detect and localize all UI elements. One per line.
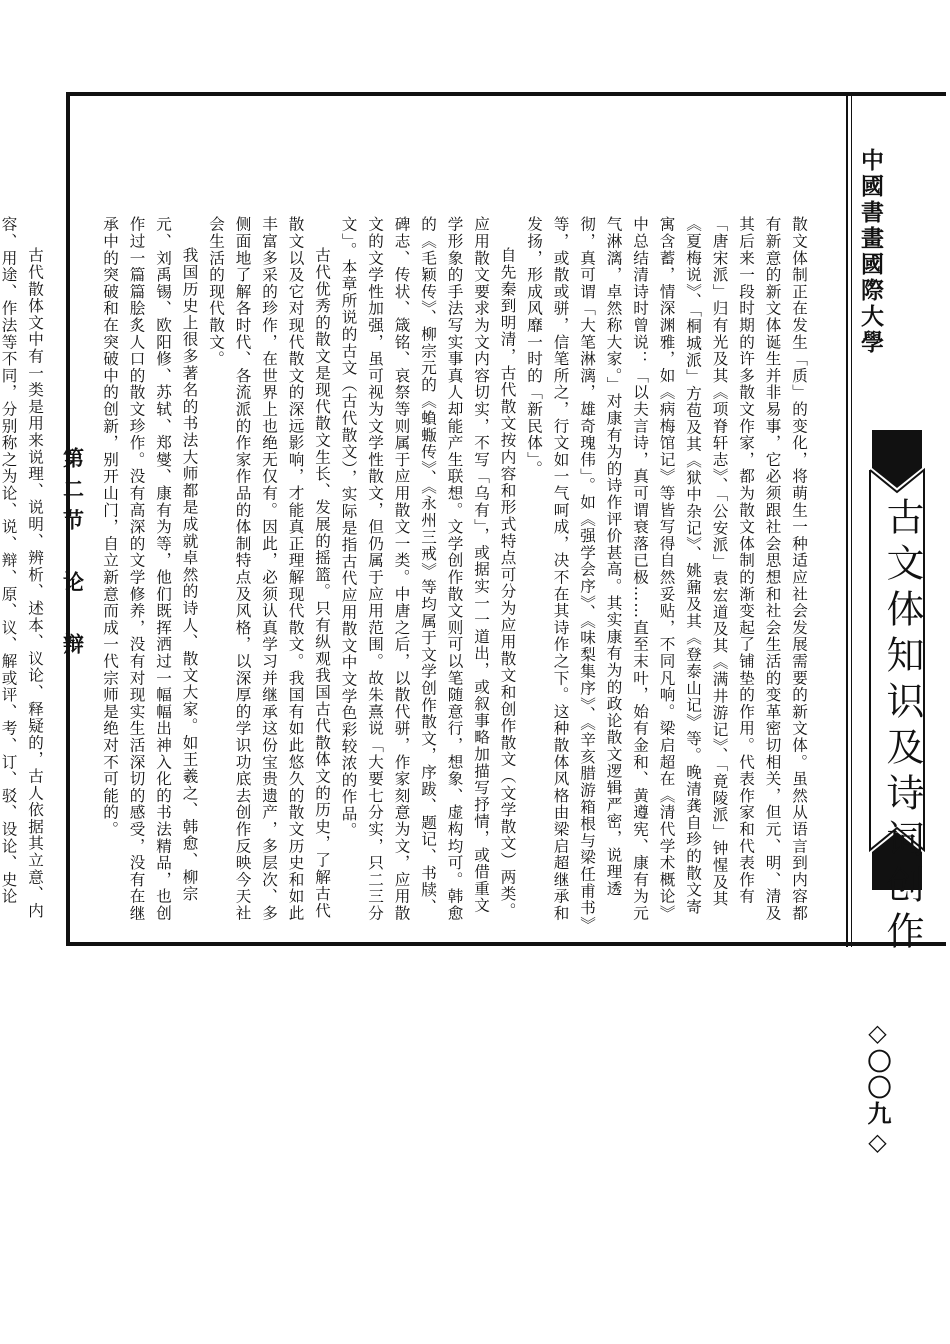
paragraph: 古代优秀的散文是现代散文生长、发展的摇篮。只有纵观我国古代散体文的历史，了解古代散文以及它对现代散文的深远影响，才能真正理解现代散文。我国有如此悠久的散文历史和如此丰富多采的珍作，在世界上也绝无仅有。因此，必须认真学习并继承这份宝贵遗产，多层次、多侧面地了解各时代、各流派的作家作品的体制特点及风格，以深厚的学识功底去创作反映今天社会生活的现代散文。 — [207, 216, 331, 922]
paragraph: 散文体制正在发生「质」的变化，将萌生一种适应社会发展需要的新文体。虽然从语言到内容都有新意的新文体诞生并非易事，它必须跟社会思想和社会生活的变革密切相关，但元、明、清及其后来一段时期的许多散文作家，都为散文体制的渐变起了铺垫的作用。代表作家和代表作有「唐宋派」归有光及其《项脊轩志》、「公安派」袁宏道及其《满井游记》、「竟陵派」钟惺及其《夏梅说》、「桐城派」方苞及其《狱中杂记》、姚鼐及其《登泰山记》等。晚清龚自珍的散文寄寓含蓄，情深渊雅，如《病梅馆记》等皆写得自然妥贴，不同凡响。梁启超在《清代学术概论》中总结清诗时曾说：「以夫言诗，真可谓衰落已极……直至末叶，始有金和、黄遵宪、康有为元气淋漓，卓然称大家。」对康有为的诗作评价甚高。其实康有为的政论散文逻辑严密，说理透彻，真可谓「大笔淋漓，雄奇瑰伟」。如《强学会序》、《味梨集序》、《辛亥腊游箱根与梁任甫书》等，或散或骈，信笔所之，行文如一气呵成，决不在其诗作之下。这种散体风格由梁启超继承和发扬，形成风靡一时的「新民体」。 — [525, 216, 808, 926]
header-rule — [846, 92, 848, 947]
book-title-banner — [866, 430, 928, 957]
running-header-title: 中國書畫國際大學 — [857, 148, 884, 356]
book-title: 古文体知识及诗词创作 — [880, 497, 924, 957]
paragraph: 我国历史上很多著名的书法大师都是成就卓然的诗人、散文大家。如王羲之、韩愈、柳宗元、刘禹锡、欧阳修、苏轼、郑燮、康有为等，他们既挥洒过一幅幅出神入化的书法精品，也创作过一篇篇脍炙人口的散文珍作。没有高深的文学修养，没有对现实生活深切的感受，没有在继承中的突破和在突破中的创新，别开山门，自立新意而成一代宗师是绝对不可能的。 — [101, 216, 199, 922]
paragraph: 自先秦到明清，古代散文按内容和形式特点可分为应用散文和创作散文（文学散文）两类。应用散文要求为文内容切实，不写「乌有」，或据实一一道出，或叙事略加描写抒情，或借重文学形象的手法写实事真人却能产生联想。文学创作散文则可以笔随意行，想象、虚构均可。韩愈的《毛颖传》、柳宗元的《蝜蝂传》、《永州三戒》等均属于文学创作散文，序跋、题记、书牍、碑志、传状、箴铭、哀祭等则属于应用散文一类。中唐之后，以散代骈，作家刻意为文，应用散文的文学性加强，虽可视为文学性散文，但仍属于应用范围。故朱熹说「大要七分实，只二三分文」。本章所说的古文（古代散文），实际是指古代应用散文中文学色彩较浓的作品。 — [339, 216, 517, 922]
body-text — [0, 216, 812, 926]
section-heading: 第二节 论 辩 — [60, 447, 86, 664]
header-rule-thin — [851, 92, 852, 947]
page-number: ◇〇〇九◇ — [863, 1018, 892, 1158]
paragraph: 古代散体文中有一类是用来说理、说明、辨析、述本、议论、释疑的，古人依据其立意、内容、用途、作法等不同，分别称之为论、说、辩、原、议、解或评、考、订、驳、设论、史论 — [0, 216, 44, 920]
